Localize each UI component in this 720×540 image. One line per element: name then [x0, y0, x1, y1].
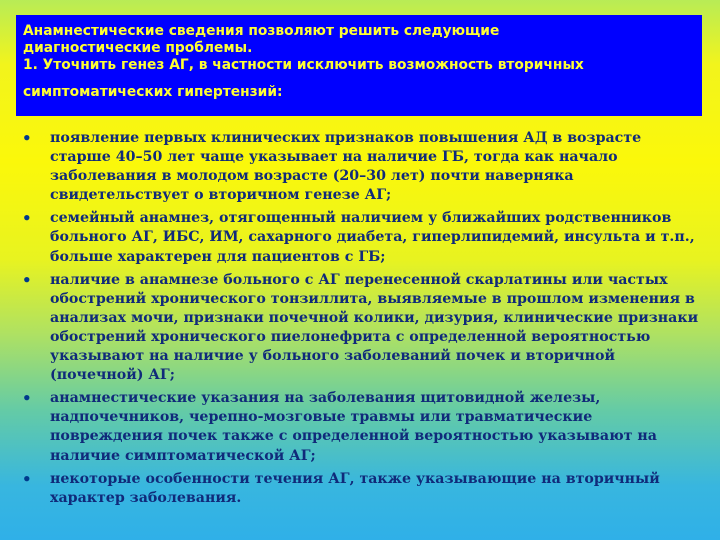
list-item — [22, 209, 706, 266]
bullet-text-course: некоторые особенности течения АГ, также указывающие на вторичный характер заболевания. — [50, 470, 660, 506]
list-item — [22, 129, 706, 205]
bullet-icon: • — [22, 270, 32, 289]
title-box — [16, 15, 702, 116]
title-line-4: симптоматических гипертензий: — [23, 84, 283, 100]
bullet-text-kidney: наличие в анамнезе больного с АГ перенесенной скарлатины или частых обострений хронического тонзиллита, выявляемые в прошлом изменения в анализах мочи, признаки почечной колики, дизурия, клинические признаки обострений хронического пиелонефрита с определенной вероятностью указывают на наличие у больного заболеваний почек и вторичной (почечной) АГ; — [50, 271, 699, 384]
bullet-list — [22, 129, 706, 512]
title-line-2: диагностические проблемы. — [23, 40, 253, 56]
bullet-icon: • — [22, 129, 32, 147]
bullet-icon: • — [22, 209, 32, 228]
bullet-text-family-history: семейный анамнез, отягощенный наличием у ближайших родственников больного АГ, ИБС, ИМ, сахарного диабета, гиперлипидемий, инсульта и т.п., больше характерен для пациентов с ГБ; — [50, 210, 695, 265]
list-item — [22, 470, 706, 508]
bullet-text-age: появление первых клинических признаков повышения АД в возрасте старше 40–50 лет чаще указывает на наличие ГБ, тогда как начало заболевания в молодом возрасте (20–30 лет) почти наверняка свидетельствует о вторичном генезе АГ; — [50, 130, 642, 204]
title-line-1: Анамнестические сведения позволяют решить следующие — [23, 23, 500, 39]
title-line-3: 1. Уточнить генез АГ, в частности исключить возможность вторичных — [23, 57, 584, 73]
list-item — [22, 389, 706, 465]
bullet-text-endocrine: анамнестические указания на заболевания щитовидной железы, надпочечников, черепно-мозговые травмы или травматические повреждения почек также с определенной вероятностью указывают на наличие симптоматической АГ; — [50, 390, 657, 464]
list-item — [22, 271, 706, 386]
bullet-icon: • — [22, 389, 32, 408]
bullet-icon: • — [22, 469, 32, 488]
